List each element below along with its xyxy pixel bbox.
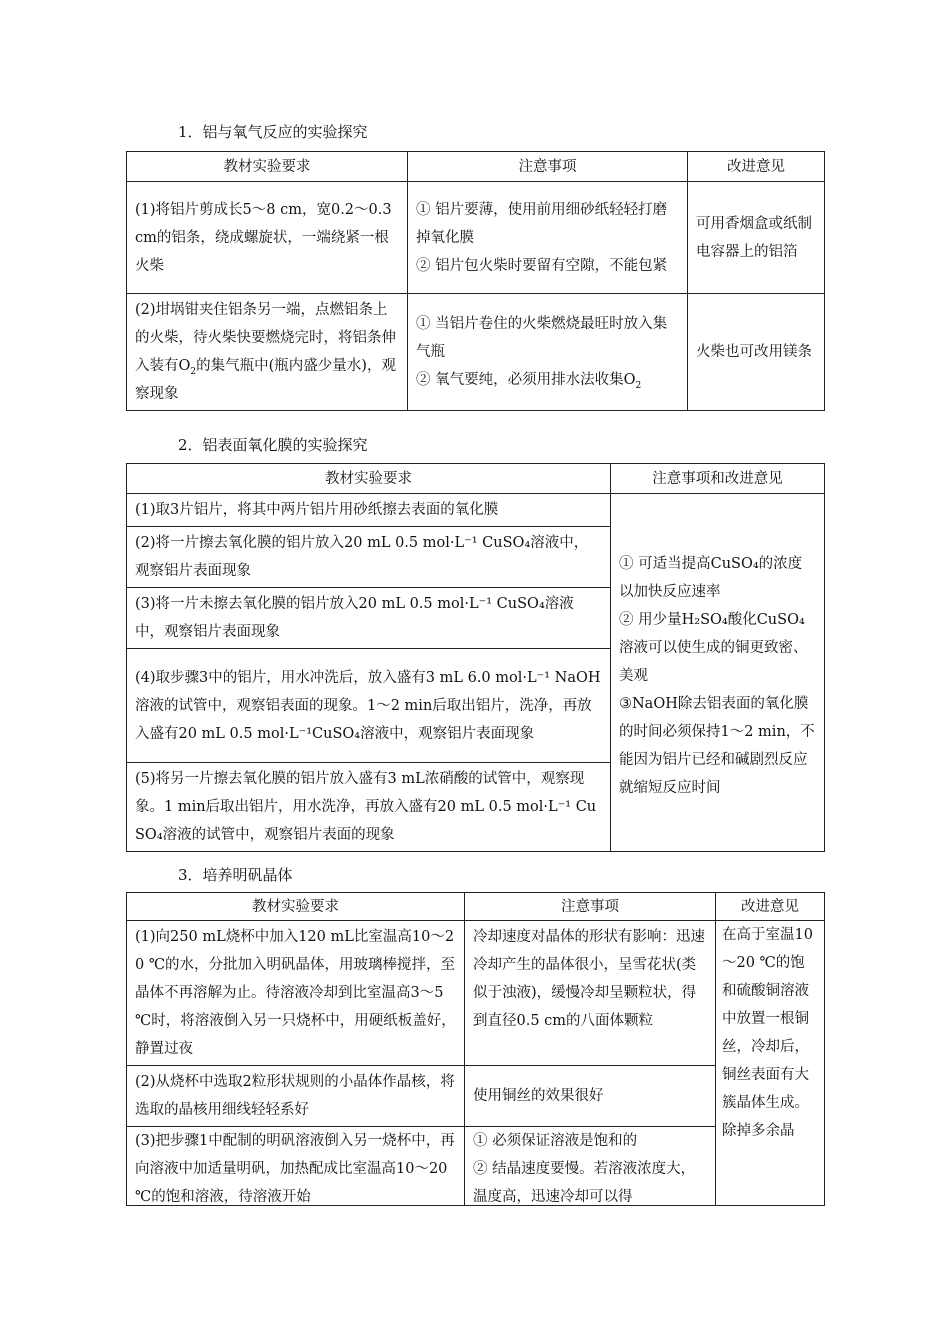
section2-step2: (2)将一片擦去氧化膜的铝片放入20 mL 0.5 mol·L⁻¹ CuSO₄溶液中，观察铝片表面现象 — [127, 527, 611, 588]
section1-heading: 1．铝与氧气反应的实验探究 — [178, 123, 368, 141]
section3-row3-req: (3)把步骤1中配制的明矾溶液倒入另一烧杯中，再向溶液中加适量明矾，加热配成比室温高10～20 ℃的饱和溶液，待溶液开始 — [135, 1133, 455, 1205]
section3-row3-note: ① 必须保证溶液是饱和的 ② 结晶速度要慢。若溶液浓度大，温度高，迅速冷却可以得 — [473, 1133, 696, 1205]
section1-row1-improve: 可用香烟盒或纸制电容器上的铝箔 — [688, 182, 825, 294]
section1-row1-note: ① 铝片要薄，使用前用细砂纸轻轻打磨掉氧化膜 ② 铝片包火柴时要留有空隙，不能包紧 — [416, 201, 668, 274]
section2-heading: 2．铝表面氧化膜的实验探究 — [178, 436, 368, 454]
section3-heading: 3．培养明矾晶体 — [178, 866, 293, 884]
section2-table — [126, 463, 825, 852]
section1-header-req: 教材实验要求 — [127, 152, 408, 182]
section1-row1-req: (1)将铝片剪成长5～8 cm，宽0.2～0.3 cm的铝条，绕成螺旋状，一端绕紧一根火柴 — [127, 182, 408, 294]
section3-header-note: 注意事项 — [465, 893, 716, 921]
section3-table — [126, 892, 825, 1206]
section2-note: ① 可适当提高CuSO₄的浓度以加快反应速率 ② 用少量H₂SO₄酸化CuSO₄溶液可以使生成的铜更致密、美观 ③NaOH除去铝表面的氧化膜的时间必须保持1～2 min，不能因为铝片已经和碱剧烈反应就缩短反应时间 — [619, 556, 815, 796]
section1-header-improve: 改进意见 — [688, 152, 825, 182]
section2-header-note: 注意事项和改进意见 — [611, 464, 825, 494]
section3-row2-req: (2)从烧杯中选取2粒形状规则的小晶体作晶核，将选取的晶核用细线轻轻系好 — [127, 1066, 465, 1127]
section3-improve: 在高于室温10～20 ℃的饱和硫酸铜溶液中放置一根铜丝，冷却后，铜丝表面有大簇晶体生成。除掉多余晶 — [722, 927, 813, 1139]
section3-header-req: 教材实验要求 — [127, 893, 465, 921]
section1-row2-improve: 火柴也可改用镁条 — [688, 294, 825, 411]
section2-step3: (3)将一片未擦去氧化膜的铝片放入20 mL 0.5 mol·L⁻¹ CuSO₄溶液中，观察铝片表面现象 — [127, 588, 611, 649]
section2-step1: (1)取3片铝片，将其中两片铝片用砂纸擦去表面的氧化膜 — [127, 494, 611, 527]
section2-step5: (5)将另一片擦去氧化膜的铝片放入盛有3 mL浓硝酸的试管中，观察现象。1 min后取出铝片，用水洗净，再放入盛有20 mL 0.5 mol·L⁻¹ CuSO₄溶液的试管中，观察铝片表面的现象 — [127, 763, 611, 852]
section3-row2-note: 使用铜丝的效果很好 — [465, 1066, 716, 1127]
section1-row2-req: (2)坩埚钳夹住铝条另一端，点燃铝条上的火柴，待火柴快要燃烧完时，将铝条伸入装有$O_2$的集气瓶中(瓶内盛少量水)，观察现象 — [127, 294, 408, 411]
section2-step4: (4)取步骤3中的铝片，用水冲洗后，放入盛有3 mL 6.0 mol·L⁻¹ NaOH溶液的试管中，观察铝表面的现象。1～2 min后取出铝片，洗净，再放入盛有20 mL 0.5 mol·L⁻¹CuSO₄溶液中，观察铝片表面现象 — [127, 649, 611, 763]
section1-row2-note: ① 当铝片卷住的火柴燃烧最旺时放入集气瓶 ② 氧气要纯，必须用排水法收集$O_2$ — [408, 294, 688, 411]
section3-row1-note: 冷却速度对晶体的形状有影响：迅速冷却产生的晶体很小，呈雪花状(类似于浊液)，缓慢冷却呈颗粒状，得到直径0.5 cm的八面体颗粒 — [465, 921, 716, 1066]
section2-header-req: 教材实验要求 — [127, 464, 611, 494]
section1-header-note: 注意事项 — [408, 152, 688, 182]
section3-row1-req: (1)向250 mL烧杯中加入120 mL比室温高10～20 ℃的水，分批加入明矾晶体，用玻璃棒搅拌，至晶体不再溶解为止。待溶液冷却到比室温高3～5 ℃时，将溶液倒入另一只烧杯中，用硬纸板盖好，静置过夜 — [127, 921, 465, 1066]
section1-table — [126, 151, 825, 411]
section3-header-improve: 改进意见 — [716, 893, 825, 921]
